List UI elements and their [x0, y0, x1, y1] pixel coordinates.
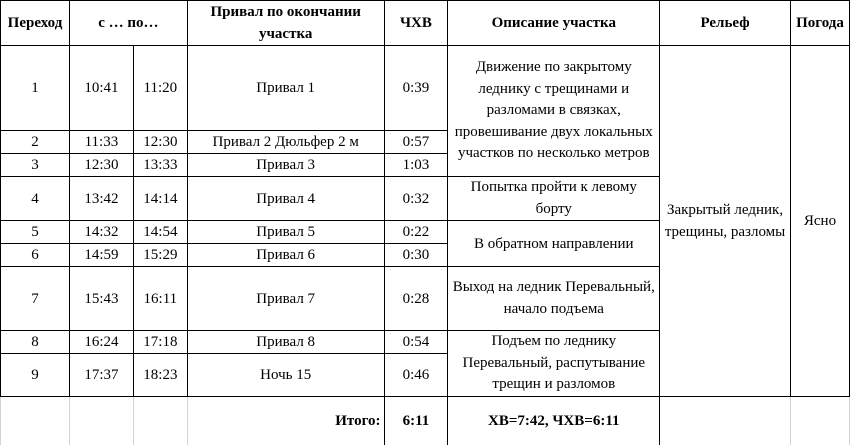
cell-transition[interactable]: 4 — [1, 177, 70, 221]
totals-label[interactable]: Итого: — [187, 396, 384, 445]
cell-net-time[interactable]: 0:32 — [384, 177, 448, 221]
cell-from[interactable]: 17:37 — [69, 354, 133, 396]
cell-net-time[interactable]: 0:57 — [384, 131, 448, 154]
header-net-time[interactable]: ЧХВ — [384, 1, 448, 46]
cell-transition[interactable]: 7 — [1, 267, 70, 331]
cell-description-1[interactable]: Движение по закрытому леднику с трещинами и разломами в связках, провешивание двух локальных участков по несколько метров — [448, 46, 660, 177]
cell-net-time[interactable]: 0:28 — [384, 267, 448, 331]
cell-to[interactable]: 14:14 — [133, 177, 187, 221]
cell-weather[interactable]: Ясно — [790, 46, 849, 397]
cell-from[interactable]: 10:41 — [69, 46, 133, 131]
totals-summary[interactable]: ХВ=7:42, ЧХВ=6:11 — [448, 396, 660, 445]
cell-relief[interactable]: Закрытый ледник, трещины, разломы — [660, 46, 791, 397]
cell-rest[interactable]: Привал 8 — [187, 331, 384, 354]
cell-from[interactable]: 13:42 — [69, 177, 133, 221]
cell-transition[interactable]: 1 — [1, 46, 70, 131]
cell-rest[interactable]: Привал 3 — [187, 154, 384, 177]
cell-from[interactable]: 14:59 — [69, 244, 133, 267]
cell-description-2[interactable]: Попытка пройти к левому борту — [448, 177, 660, 221]
cell-rest[interactable]: Привал 1 — [187, 46, 384, 131]
header-row — [1, 1, 850, 46]
header-weather[interactable]: Погода — [790, 1, 849, 46]
cell-to[interactable]: 12:30 — [133, 131, 187, 154]
cell-net-time[interactable]: 0:22 — [384, 221, 448, 244]
cell-net-time[interactable]: 1:03 — [384, 154, 448, 177]
cell-description-4[interactable]: Выход на ледник Перевальный, начало подъема — [448, 267, 660, 331]
totals-row — [1, 396, 850, 445]
cell-description-5[interactable]: Подъем по леднику Перевальный, распутывание трещин и разломов — [448, 331, 660, 397]
header-description[interactable]: Описание участка — [448, 1, 660, 46]
totals-net-time[interactable]: 6:11 — [384, 396, 448, 445]
cell-rest[interactable]: Ночь 15 — [187, 354, 384, 396]
empty-cell[interactable] — [69, 396, 133, 445]
cell-transition[interactable]: 8 — [1, 331, 70, 354]
cell-net-time[interactable]: 0:46 — [384, 354, 448, 396]
cell-net-time[interactable]: 0:54 — [384, 331, 448, 354]
cell-transition[interactable]: 3 — [1, 154, 70, 177]
cell-transition[interactable]: 6 — [1, 244, 70, 267]
cell-from[interactable]: 16:24 — [69, 331, 133, 354]
cell-to[interactable]: 16:11 — [133, 267, 187, 331]
cell-rest[interactable]: Привал 5 — [187, 221, 384, 244]
cell-rest[interactable]: Привал 4 — [187, 177, 384, 221]
empty-cell[interactable] — [790, 396, 849, 445]
header-transition[interactable]: Переход — [1, 1, 70, 46]
header-rest[interactable]: Привал по окончании участка — [187, 1, 384, 46]
cell-to[interactable]: 18:23 — [133, 354, 187, 396]
cell-from[interactable]: 12:30 — [69, 154, 133, 177]
cell-from[interactable]: 15:43 — [69, 267, 133, 331]
cell-net-time[interactable]: 0:39 — [384, 46, 448, 131]
cell-transition[interactable]: 5 — [1, 221, 70, 244]
cell-to[interactable]: 17:18 — [133, 331, 187, 354]
cell-rest[interactable]: Привал 2 Дюльфер 2 м — [187, 131, 384, 154]
empty-cell[interactable] — [133, 396, 187, 445]
header-relief[interactable]: Рельеф — [660, 1, 791, 46]
empty-cell[interactable] — [660, 396, 791, 445]
cell-from[interactable]: 11:33 — [69, 131, 133, 154]
cell-description-3[interactable]: В обратном направлении — [448, 221, 660, 267]
header-from-to[interactable]: с … по… — [69, 1, 187, 46]
cell-to[interactable]: 13:33 — [133, 154, 187, 177]
cell-to[interactable]: 15:29 — [133, 244, 187, 267]
cell-to[interactable]: 14:54 — [133, 221, 187, 244]
table-row — [1, 46, 850, 131]
cell-rest[interactable]: Привал 6 — [187, 244, 384, 267]
cell-to[interactable]: 11:20 — [133, 46, 187, 131]
empty-cell[interactable] — [1, 396, 70, 445]
cell-transition[interactable]: 9 — [1, 354, 70, 396]
cell-from[interactable]: 14:32 — [69, 221, 133, 244]
cell-rest[interactable]: Привал 7 — [187, 267, 384, 331]
cell-net-time[interactable]: 0:30 — [384, 244, 448, 267]
cell-transition[interactable]: 2 — [1, 131, 70, 154]
